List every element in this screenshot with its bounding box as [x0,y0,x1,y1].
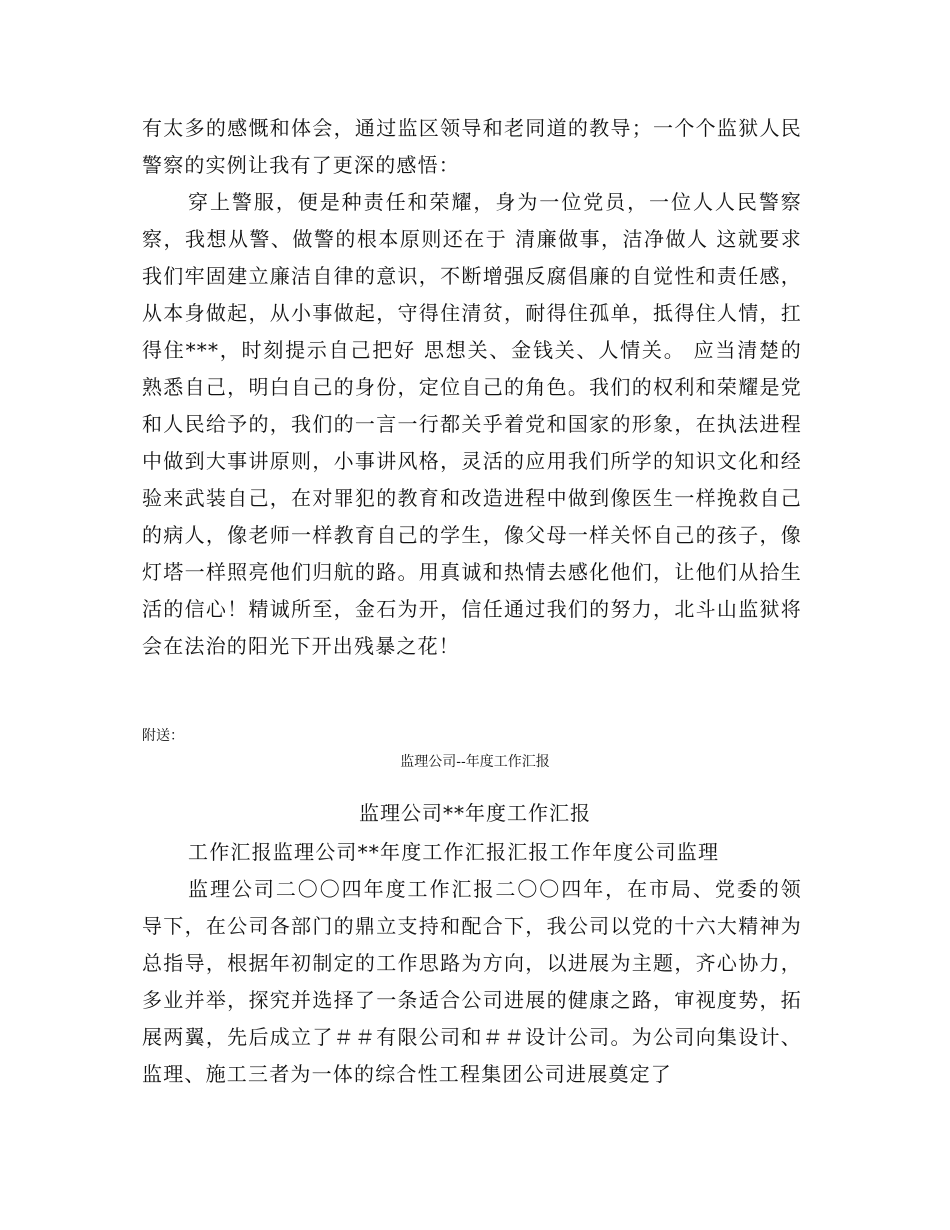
paragraph-annual-report: 监理公司二〇〇四年度工作汇报二〇〇四年，在市局、党委的领导下，在公司各部门的鼎立支持和配合下，我公司以党的十六大精神为总指导，根据年初制定的工作思路为方向，以进展为主题，齐心协力，多业并举，探究并选择了一条适合公司进展的健康之路，审视度势，拓展两翼，先后成立了＃＃有限公司和＃＃设计公司。为公司向集设计、监理、施工三者为一体的综合性工程集团公司进展奠定了 [142,877,802,1086]
report-title: 监理公司**年度工作汇报 [359,801,591,825]
paragraph-police-duty: 穿上警服，便是种责任和荣耀，身为一位党员，一位人人民警察察，我想从警、做警的根本原则还在于 清廉做事，洁净做人 这就要求我们牢固建立廉洁自律的意识，不断增强反腐倡廉的自觉性和责任感，从本身做起，从小事做起，守得住清贫，耐得住孤单，抵得住人情，扛得住***，时刻提示自己把好 思想关、金钱关、人情关。 应当清楚的熟悉自己，明白自己的身份，定位自己的角色。我们的权利和荣耀是党和人民给予的，我们的一言一行都关乎着党和国家的形象，在执法进程中做到大事讲原则，小事讲风格，灵活的应用我们所学的知识文化和经验来武装自己，在对罪犯的教育和改造进程中做到像医生一样挽救自己的病人，像老师一样教育自己的学生，像父母一样关怀自己的孩子，像灯塔一样照亮他们归航的路。用真诚和热情去感化他们，让他们从拾生活的信心！精诚所至，金石为开，信任通过我们的努力，北斗山监狱将会在法治的阳光下开出残暴之花！ [142,190,802,658]
paragraph-intro: 有太多的感慨和体会，通过监区领导和老同道的教导；一个个监狱人民警察的实例让我有了更深的感悟： [142,116,802,177]
appendix-title: 监理公司--年度工作汇报 [400,754,550,770]
paragraph-keywords: 工作汇报监理公司**年度工作汇报汇报工作年度公司监理 [188,840,720,864]
appendix-label: 附送： [142,728,184,744]
